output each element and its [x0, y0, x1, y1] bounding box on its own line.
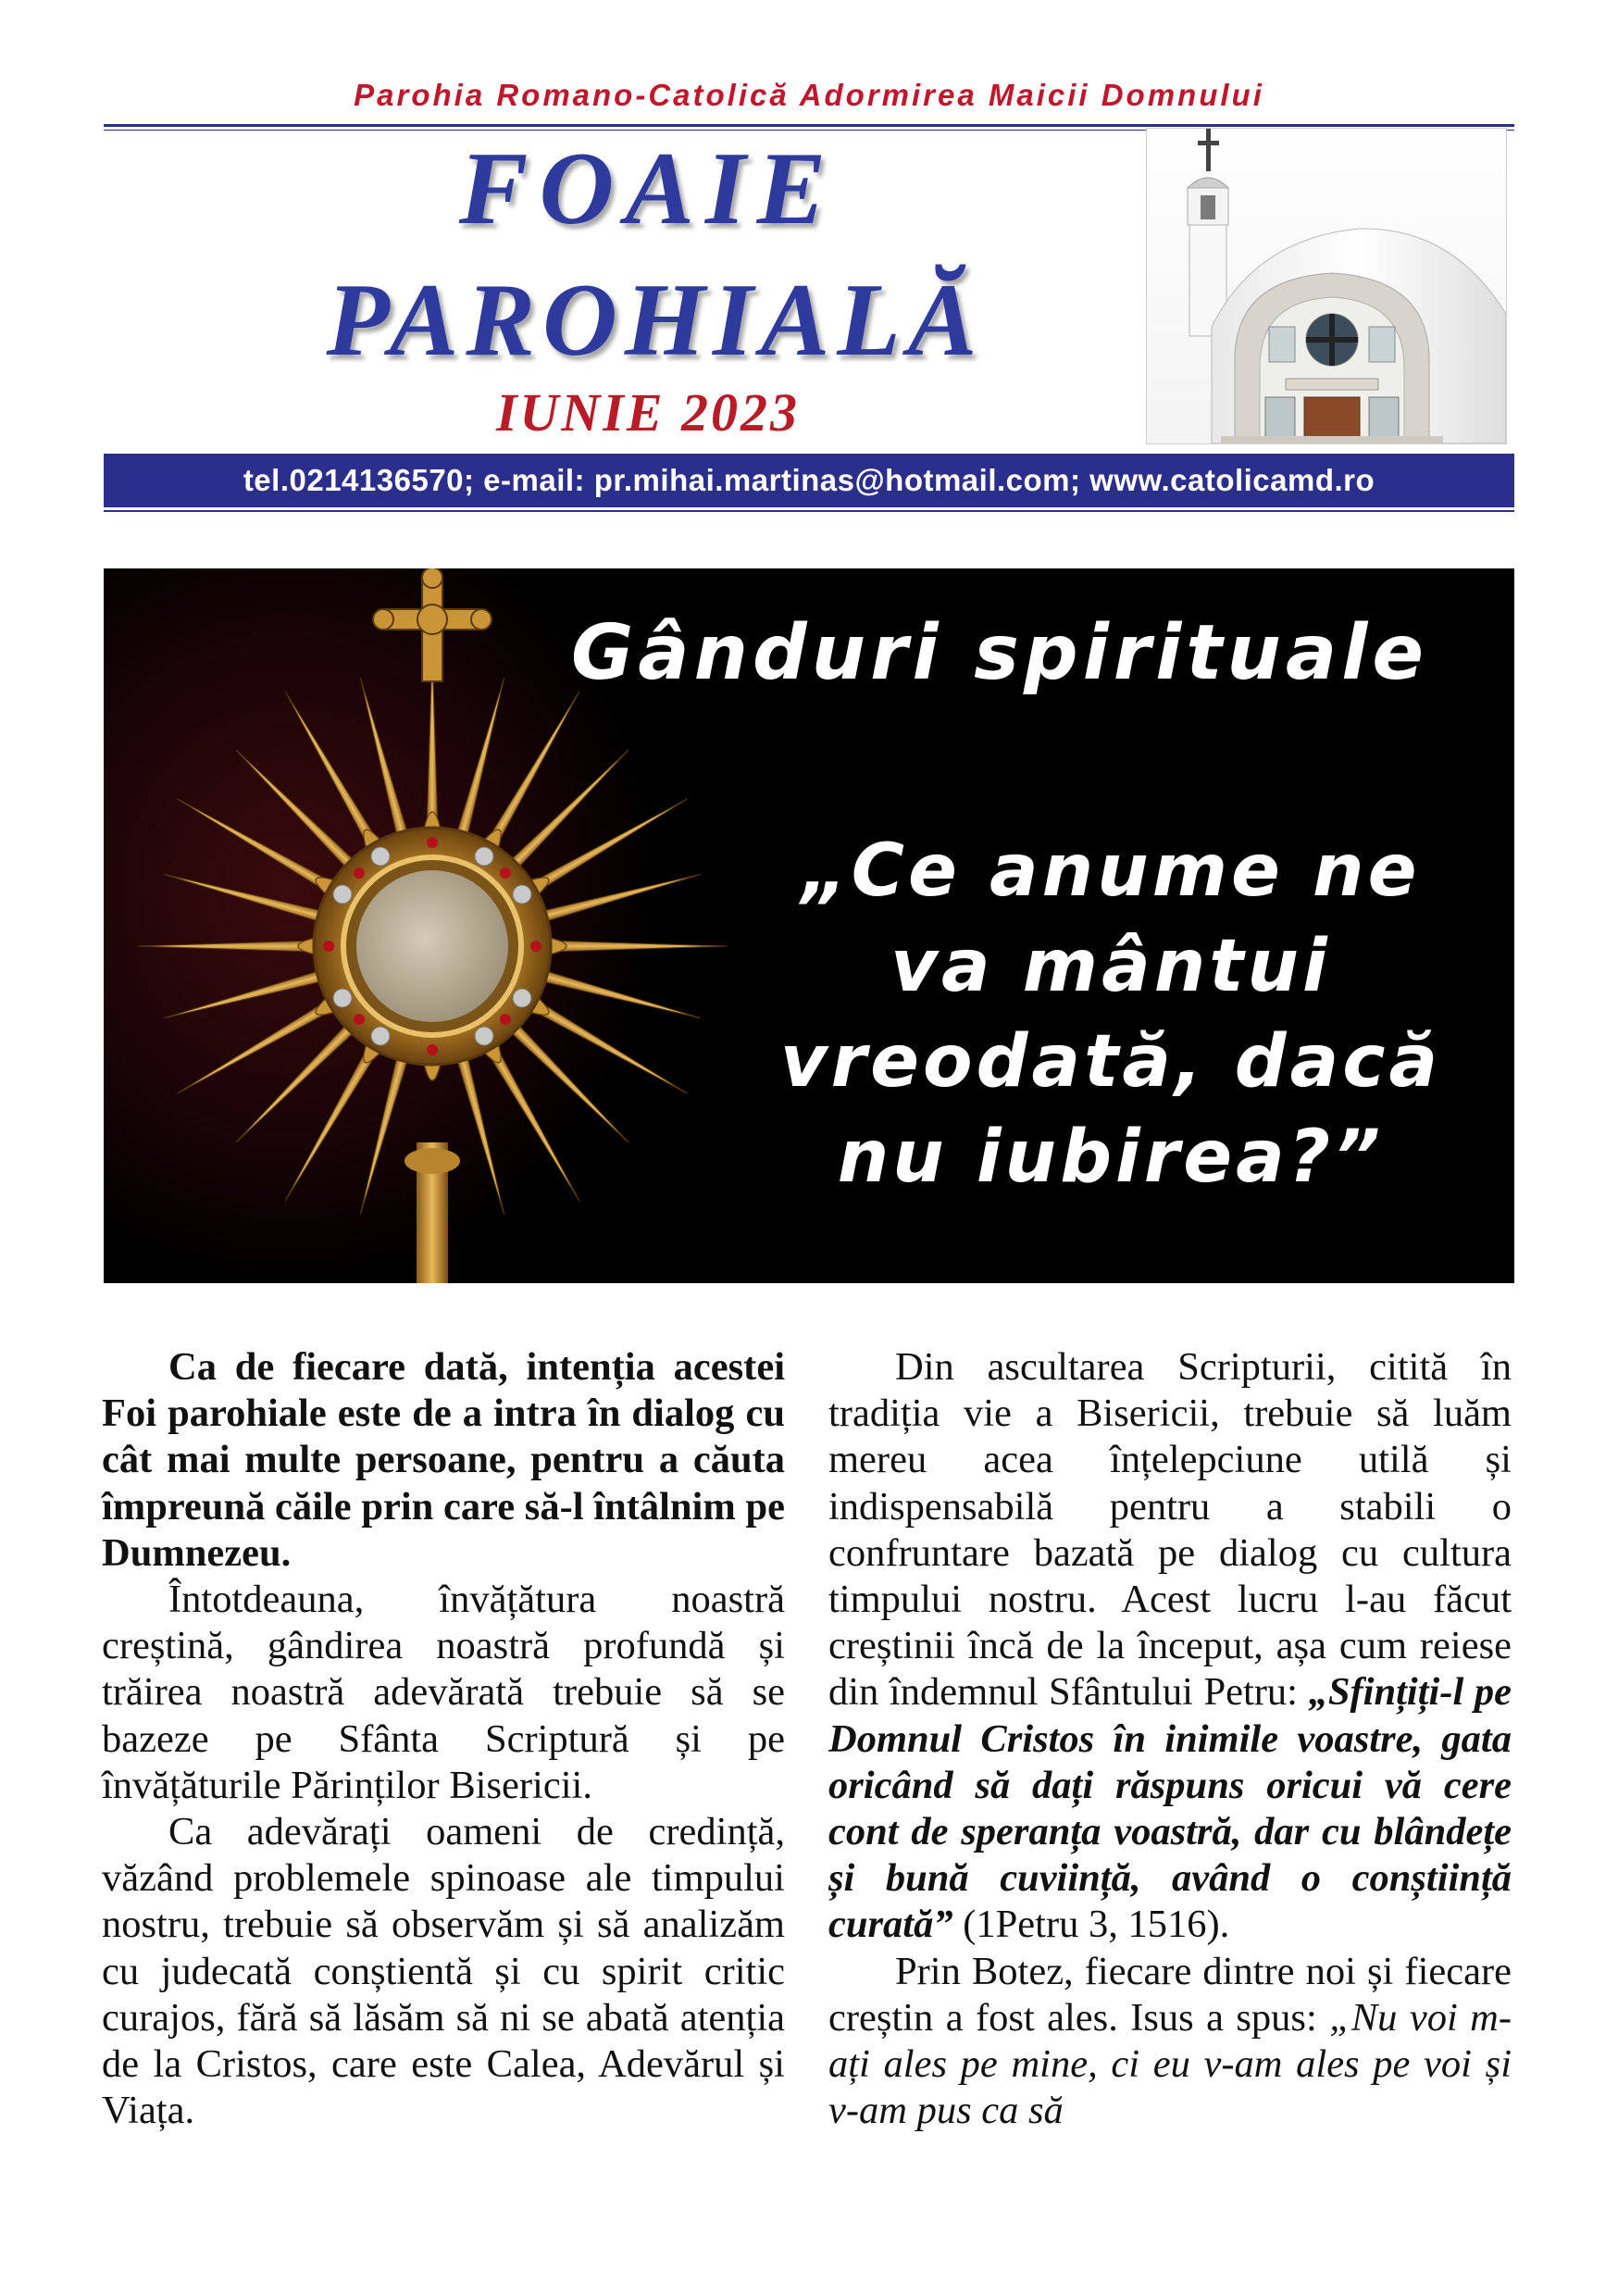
article-paragraph: [102, 1809, 785, 2134]
church-photo: [1146, 128, 1507, 444]
article-text: Din ascultarea Scripturii, citită în tradiția vie a Bisericii, trebuie să luăm mereu acea înțelepciune utilă și indispensabilă pentru a stabili o confruntare bazată pe dialog cu cultura timpului nostru. Acest lucru l-au făcut creștinii încă de la început, așa cum reiese din îndemnul Sfântului Petru:: [828, 1345, 1512, 1715]
article-text: Ca de fiecare dată, intenția acestei Foi parohiale este de a intra în dialog cu cât mai multe persoane, pentru a căuta împreună căile prin care să-l întâlnim pe Dumnezeu.: [102, 1345, 785, 1575]
masthead-title-line1: FOAIE: [458, 131, 838, 246]
article-paragraph: [102, 1344, 785, 1577]
article-paragraph: [828, 1344, 1512, 1949]
article-column-right: [828, 1344, 1512, 2134]
article-column-left: [102, 1344, 785, 2134]
header-divider: [104, 124, 1514, 127]
contact-underline: [104, 510, 1514, 512]
banner-title: Gânduri spirituale: [571, 609, 1428, 697]
article-text: Întotdeauna, învățătura noastră creștină, gândirea noastră profundă și trăirea noastră adevărată trebuie să se bazeze pe Sfânta Scriptură și pe învățăturile Părinților Bisericii.: [102, 1578, 785, 1807]
article-text: Ca adevărați oameni de credință, văzând problemele spinoase ale timpului nostru, trebuie să observăm și să analizăm cu judecată conștientă și cu spirit critic curajos, fără să lăsăm să ni se abată atenția de la Cristos, care este Calea, Adevărul și Viața.: [102, 1810, 785, 2133]
parish-name: Parohia Romano-Catolică Adormirea Maicii Domnului: [354, 78, 1264, 112]
banner-quote: „Ce anume ne va mântui vreodată, dacă nu iubirea?”: [779, 830, 1442, 1199]
masthead-title-line2: PAROHIALĂ: [326, 263, 985, 378]
article-text: (1Petru 3, 1516).: [952, 1903, 1230, 1947]
contact-bar: tel.0214136570; e-mail: pr.mihai.martinas@hotmail.com; www.catolicamd.ro: [104, 454, 1514, 507]
article-paragraph: [102, 1577, 785, 1809]
article-text: „Sfințiți-l pe Domnul Cristos în inimile voastre, gata oricând să dați răspuns oricui vă cere cont de speranța voastră, dar cu blândețe și bună cuviință, având o conștiință curată”: [828, 1670, 1512, 1947]
article-paragraph: [828, 1949, 1512, 2135]
article-text: „Nu voi m-ați ales pe mine, ci eu v-am ales pe voi și v-am pus ca să: [828, 1995, 1512, 2133]
issue-date: IUNIE 2023: [495, 382, 801, 443]
article-text: Prin Botez, fiecare dintre noi și fiecare creștin a fost ales. Isus a spus:: [828, 1949, 1512, 2040]
